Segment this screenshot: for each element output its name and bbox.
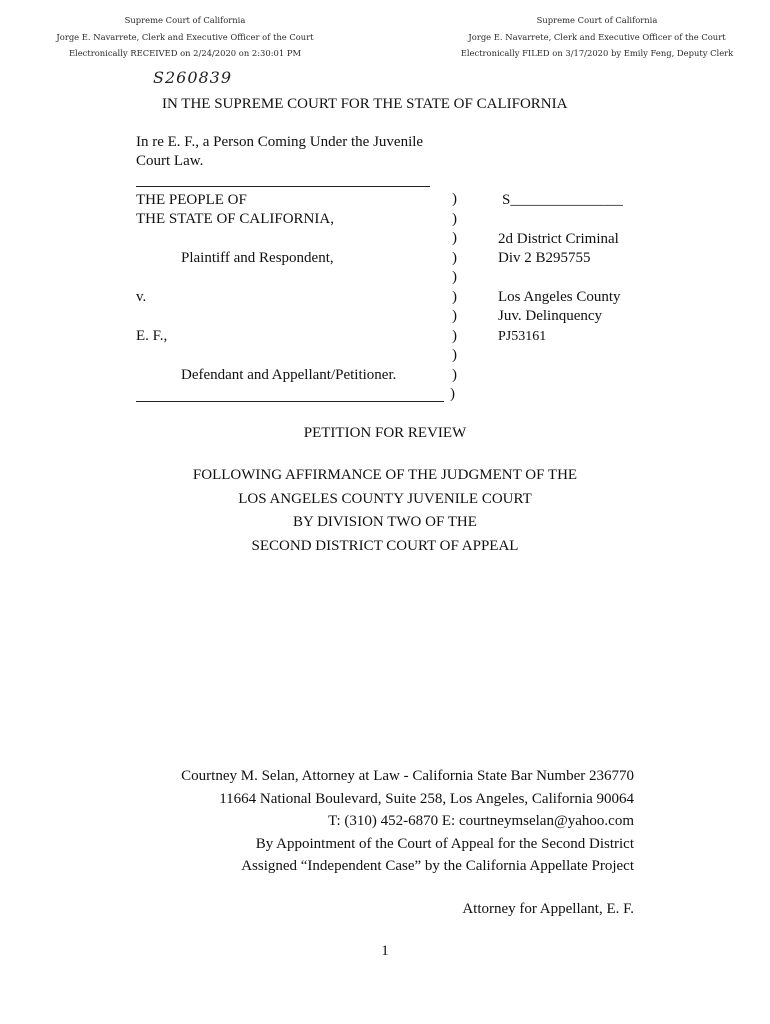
paren: ) xyxy=(452,191,457,207)
stamp-court: Supreme Court of California xyxy=(124,15,246,25)
stamp-court: Supreme Court of California xyxy=(536,15,658,25)
attorney-block xyxy=(181,765,634,878)
paren: ) xyxy=(452,327,457,344)
received-stamp xyxy=(15,12,355,62)
attorney-line: Courtney M. Selan, Attorney at Law - California State Bar Number 236770 xyxy=(181,768,634,784)
court-heading: IN THE SUPREME COURT FOR THE STATE OF CALIFORNIA xyxy=(162,96,568,112)
attorney-for: Attorney for Appellant, E. F. xyxy=(462,901,634,917)
caption-paren-column xyxy=(452,190,462,385)
versus: v. xyxy=(136,289,147,305)
attorney-line: 11664 National Boulevard, Suite 258, Los Angeles, California 90064 xyxy=(219,790,634,807)
attorney-line: T: (310) 452-6870 E: courtneymselan@yahoo.com xyxy=(328,813,634,829)
district-line-2: Div 2 B295755 xyxy=(498,250,591,266)
county-line-3: PJ53161 xyxy=(498,329,547,344)
page-number: 1 xyxy=(381,943,389,959)
stamp-clerk: Jorge E. Navarrete, Clerk and Executive Officer of the Court xyxy=(56,31,314,42)
paren: ) xyxy=(452,308,457,324)
subtitle-line: BY DIVISION TWO OF THE xyxy=(293,514,477,530)
document-subtitle xyxy=(0,464,770,558)
plaintiff-role: Plaintiff and Respondent, xyxy=(181,250,334,266)
in-re-line-2: Court Law. xyxy=(136,153,204,169)
stamp-status: Electronically RECEIVED on 2/24/2020 on 2:30:01 PM xyxy=(68,48,302,58)
caption-top-rule xyxy=(136,186,430,187)
document-title: PETITION FOR REVIEW xyxy=(303,425,467,441)
stamp-status: Electronically FILED on 3/17/2020 by Emily Feng, Deputy Clerk xyxy=(460,48,734,58)
supreme-court-number: S_______________ xyxy=(502,192,623,208)
county-line-1: Los Angeles County xyxy=(498,289,621,305)
attorney-line: By Appointment of the Court of Appeal for the Second District xyxy=(255,835,634,852)
filed-stamp xyxy=(427,12,767,62)
in-re-line-1: In re E. F., a Person Coming Under the Juvenile xyxy=(136,134,424,150)
defendant-name: E. F., xyxy=(136,328,168,344)
paren: ) xyxy=(452,210,457,227)
paren: ) xyxy=(452,269,457,285)
subtitle-line: LOS ANGELES COUNTY JUVENILE COURT xyxy=(238,490,532,507)
county-line-2: Juv. Delinquency xyxy=(498,308,603,324)
caption-bottom-rule xyxy=(136,401,444,402)
paren: ) xyxy=(452,249,457,266)
defendant-role: Defendant and Appellant/Petitioner. xyxy=(181,367,397,383)
people-line-2: THE STATE OF CALIFORNIA, xyxy=(136,211,334,227)
people-line-1: THE PEOPLE OF xyxy=(136,192,247,208)
district-line-1: 2d District Criminal xyxy=(498,231,619,247)
handwritten-case-number: S260839 xyxy=(153,68,233,87)
stamp-clerk: Jorge E. Navarrete, Clerk and Executive Officer of the Court xyxy=(468,31,726,42)
subtitle-line: FOLLOWING AFFIRMANCE OF THE JUDGMENT OF THE xyxy=(192,467,578,483)
attorney-line: Assigned “Independent Case” by the California Appellate Project xyxy=(241,858,634,874)
paren: ) xyxy=(452,230,457,246)
paren: ) xyxy=(452,288,457,305)
subtitle-line: SECOND DISTRICT COURT OF APPEAL xyxy=(251,537,519,554)
caption-bottom-paren: ) xyxy=(450,386,455,402)
paren: ) xyxy=(452,347,457,363)
paren: ) xyxy=(452,366,457,383)
